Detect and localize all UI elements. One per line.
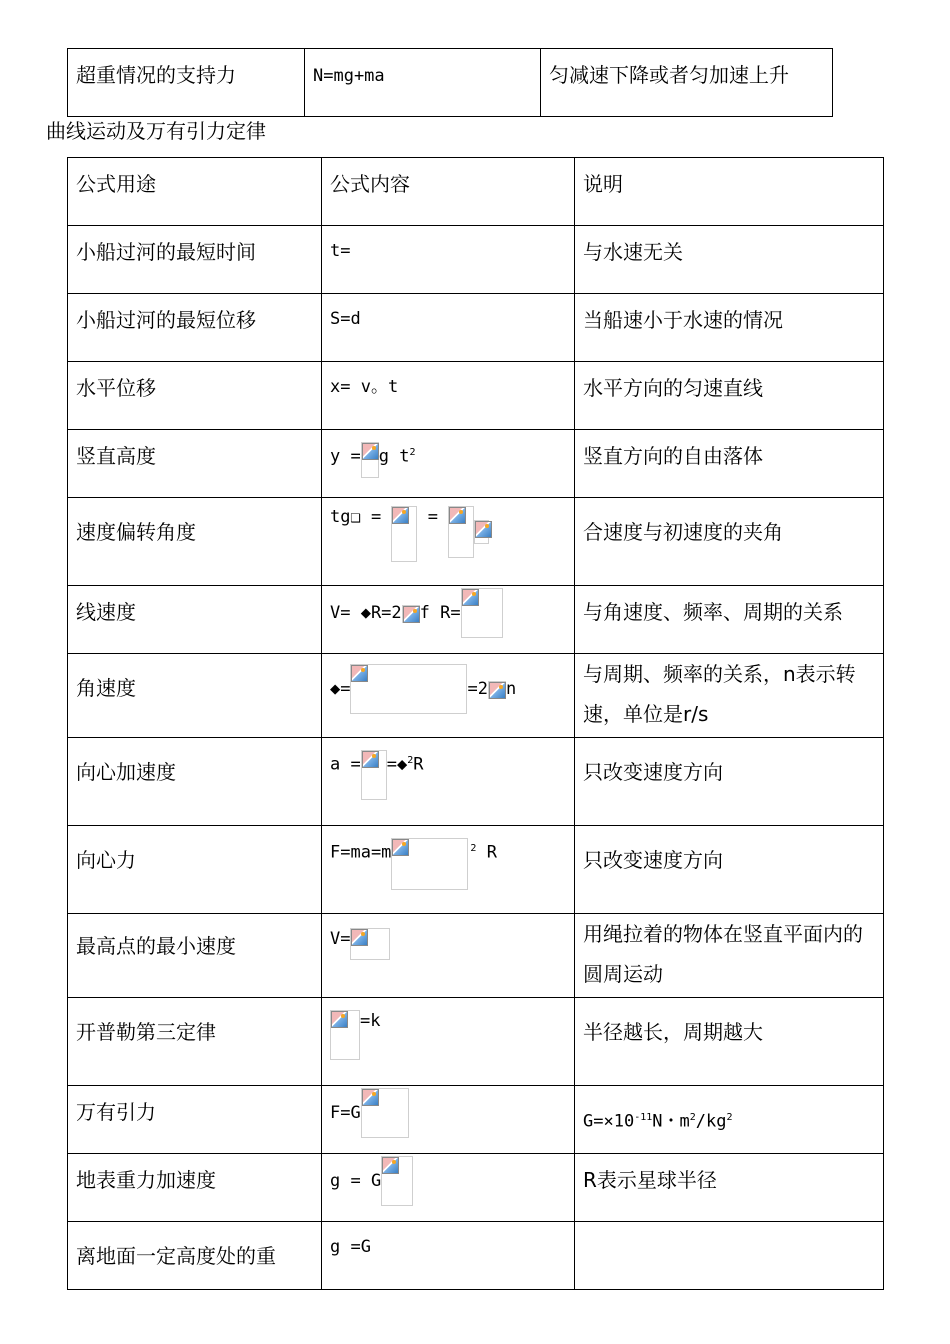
formula-use-text: 超重情况的支持力	[76, 63, 236, 87]
table-row	[68, 738, 884, 826]
note-text: 匀减速下降或者匀加速上升	[549, 63, 789, 87]
formula-image-icon	[361, 1088, 409, 1138]
cell-formula: V=	[322, 914, 575, 998]
formula-image-icon	[381, 1156, 413, 1206]
cell-note: 水平方向的匀速直线	[575, 362, 884, 430]
table-row	[68, 49, 833, 117]
cell-note: 用绳拉着的物体在竖直平面内的圆周运动	[575, 914, 884, 998]
formula-text: N=mg+ma	[313, 66, 385, 86]
cell-formula: =k	[322, 998, 575, 1086]
header-formula: 公式内容	[322, 158, 575, 226]
table-row	[68, 362, 884, 430]
formula-image-icon	[391, 506, 417, 562]
cell-use: 开普勒第三定律	[68, 998, 322, 1086]
formula-image-icon	[361, 750, 387, 800]
table-row	[68, 586, 884, 654]
cell-use: 线速度	[68, 586, 322, 654]
cell-use	[68, 49, 305, 117]
cell-note: 只改变速度方向	[575, 738, 884, 826]
cell-use: 最高点的最小速度	[68, 914, 322, 998]
cell-use: 角速度	[68, 654, 322, 738]
cell-note	[541, 49, 833, 117]
cell-note: $G=\times 10^{-11}N$・$m^2/kg^2$	[575, 1086, 884, 1154]
cell-formula: tg❑ = =	[322, 498, 575, 586]
table-row	[68, 1222, 884, 1290]
formula-image-icon	[461, 588, 503, 638]
table-row	[68, 998, 884, 1086]
top-table	[67, 48, 833, 117]
cell-use: 小船过河的最短时间	[68, 226, 322, 294]
cell-note: 半径越长，周期越大	[575, 998, 884, 1086]
table-row	[68, 430, 884, 498]
cell-note: 与角速度、频率、周期的关系	[575, 586, 884, 654]
cell-note	[575, 1222, 884, 1290]
cell-formula: x= v。t	[322, 362, 575, 430]
formula-table	[67, 157, 884, 1290]
formula-image-icon	[474, 520, 489, 544]
table-row	[68, 294, 884, 362]
header-use: 公式用途	[68, 158, 322, 226]
cell-formula: V= ◆R=2 f R=	[322, 586, 575, 654]
cell-note: 与周期、频率的关系，n表示转速，单位是r/s	[575, 654, 884, 738]
cell-use: 小船过河的最短位移	[68, 294, 322, 362]
cell-use: 向心力	[68, 826, 322, 914]
cell-formula	[305, 49, 541, 117]
table-header-row	[68, 158, 884, 226]
table-row	[68, 826, 884, 914]
formula-image-icon	[391, 838, 468, 890]
formula-image-icon	[330, 1010, 360, 1060]
cell-note: 竖直方向的自由落体	[575, 430, 884, 498]
formula-image-icon	[402, 605, 420, 623]
cell-formula: F=G	[322, 1086, 575, 1154]
cell-use: 万有引力	[68, 1086, 322, 1154]
formula-image-icon	[350, 928, 390, 960]
cell-formula: g =G	[322, 1222, 575, 1290]
cell-formula: F=ma=m $^2$ R	[322, 826, 575, 914]
formula-image-icon	[361, 442, 379, 478]
formula-image-icon	[448, 506, 474, 558]
table-row	[68, 498, 884, 586]
cell-use: 地表重力加速度	[68, 1154, 322, 1222]
table-row	[68, 1086, 884, 1154]
cell-note: 合速度与初速度的夹角	[575, 498, 884, 586]
cell-formula: a = =◆$^2$R	[322, 738, 575, 826]
cell-formula: y = g $t^2$	[322, 430, 575, 498]
cell-formula: t=	[322, 226, 575, 294]
cell-use: 离地面一定高度处的重	[68, 1222, 322, 1290]
cell-note: 只改变速度方向	[575, 826, 884, 914]
header-note: 说明	[575, 158, 884, 226]
table-row	[68, 1154, 884, 1222]
cell-note: R表示星球半径	[575, 1154, 884, 1222]
formula-image-icon	[350, 664, 467, 714]
cell-note: 与水速无关	[575, 226, 884, 294]
cell-formula: S=d	[322, 294, 575, 362]
cell-use: 速度偏转角度	[68, 498, 322, 586]
table-row	[68, 654, 884, 738]
cell-use: 向心加速度	[68, 738, 322, 826]
cell-note: 当船速小于水速的情况	[575, 294, 884, 362]
table-row	[68, 226, 884, 294]
cell-use: 竖直高度	[68, 430, 322, 498]
table-row	[68, 914, 884, 998]
formula-image-icon	[488, 681, 506, 699]
cell-formula: ◆= =2 n	[322, 654, 575, 738]
cell-formula: g = G	[322, 1154, 575, 1222]
cell-use: 水平位移	[68, 362, 322, 430]
section-title: 曲线运动及万有引力定律	[46, 119, 266, 143]
